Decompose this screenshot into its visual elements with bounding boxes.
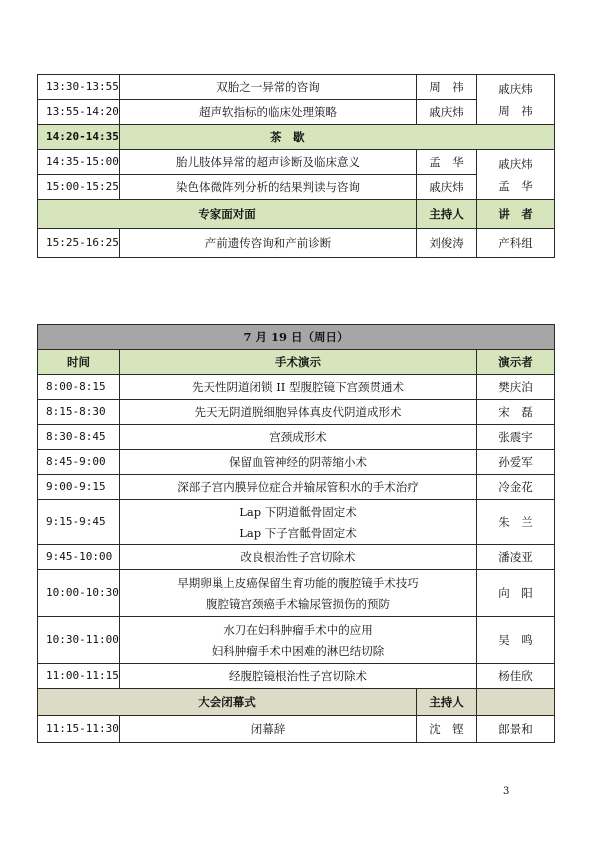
speaker-cell: 郎景和 (477, 716, 555, 743)
topic-cell: 深部子宫内膜异位症合并输尿管积水的手术治疗 (120, 475, 477, 500)
topic-cell: 闭幕辞 (120, 716, 417, 743)
closing-title: 大会闭幕式 (38, 689, 417, 716)
topic-cell: 经腹腔镜根治性子宫切除术 (120, 664, 477, 689)
host-name: 戚庆炜 (498, 81, 533, 96)
speaker-cell: 孟 华 (417, 150, 477, 175)
time-cell: 8:45-9:00 (38, 450, 120, 475)
panel-title: 专家面对面 (38, 200, 417, 229)
demo-cell: 吴 鸣 (477, 617, 555, 664)
time-cell: 10:30-11:00 (38, 617, 120, 664)
table-row (38, 475, 555, 500)
time-cell: 15:00-15:25 (38, 175, 120, 200)
time-cell: 13:30-13:55 (38, 75, 120, 100)
topic-cell: 宫颈成形术 (120, 425, 477, 450)
time-cell: 9:45-10:00 (38, 545, 120, 570)
topic-cell (120, 500, 477, 545)
host-name: 孟 华 (498, 178, 533, 193)
demo-cell: 潘凌亚 (477, 545, 555, 570)
table-row (38, 375, 555, 400)
break-label: 茶 歇 (120, 125, 555, 150)
table-row (38, 450, 555, 475)
time-cell: 14:35-15:00 (38, 150, 120, 175)
topic-cell: 改良根治性子宫切除术 (120, 545, 477, 570)
table-row (38, 617, 555, 664)
speaker-header: 讲 者 (477, 200, 555, 229)
topic-cell: 先天无阴道脱细胞异体真皮代阴道成形术 (120, 400, 477, 425)
break-row (38, 125, 555, 150)
demo-cell: 朱 兰 (477, 500, 555, 545)
time-header: 时间 (38, 350, 120, 375)
time-cell: 9:15-9:45 (38, 500, 120, 545)
demo-header: 演示者 (477, 350, 555, 375)
topic-line: 水刀在妇科肿瘤手术中的应用 (223, 622, 373, 637)
table-row (38, 400, 555, 425)
time-cell: 8:30-8:45 (38, 425, 120, 450)
empty-cell (477, 689, 555, 716)
table-row (38, 716, 555, 743)
topic-cell: 双胎之一异常的咨询 (120, 75, 417, 100)
time-cell: 14:20-14:35 (38, 125, 120, 150)
column-header-row (38, 350, 555, 375)
topic-cell: 超声软指标的临床处理策略 (120, 100, 417, 125)
time-cell: 11:00-11:15 (38, 664, 120, 689)
demo-cell: 张震宇 (477, 425, 555, 450)
time-cell: 8:15-8:30 (38, 400, 120, 425)
table-row (38, 229, 555, 258)
afternoon-schedule-table (37, 74, 555, 258)
time-cell: 11:15-11:30 (38, 716, 120, 743)
topic-line: Lap 下阴道骶骨固定术 (239, 504, 357, 519)
hosts-cell (477, 75, 555, 125)
topic-line: Lap 下子宫骶骨固定术 (239, 525, 357, 540)
host-header: 主持人 (417, 689, 477, 716)
date-title: 7 月 19 日（周日） (38, 325, 555, 350)
topic-cell: 胎儿肢体异常的超声诊断及临床意义 (120, 150, 417, 175)
demo-cell: 杨佳欣 (477, 664, 555, 689)
table-row (38, 545, 555, 570)
hosts-cell (477, 150, 555, 200)
host-name: 周 祎 (498, 103, 533, 118)
host-cell: 沈 铿 (417, 716, 477, 743)
topic-cell: 产前遗传咨询和产前诊断 (120, 229, 417, 258)
topic-cell: 染色体微阵列分析的结果判读与咨询 (120, 175, 417, 200)
time-cell: 13:55-14:20 (38, 100, 120, 125)
topic-line: 妇科肿瘤手术中困难的淋巴结切除 (211, 643, 385, 658)
table-row (38, 664, 555, 689)
topic-cell (120, 570, 477, 617)
closing-header-row (38, 689, 555, 716)
table-row (38, 75, 555, 100)
demo-cell: 孙爱军 (477, 450, 555, 475)
host-cell: 刘俊涛 (417, 229, 477, 258)
topic-cell: 保留血管神经的阴蒂缩小术 (120, 450, 477, 475)
host-name: 戚庆炜 (498, 156, 533, 171)
speaker-cell: 周 祎 (417, 75, 477, 100)
time-cell: 9:00-9:15 (38, 475, 120, 500)
demo-cell: 宋 磊 (477, 400, 555, 425)
host-header: 主持人 (417, 200, 477, 229)
speaker-cell: 戚庆炜 (417, 175, 477, 200)
date-header-row (38, 325, 555, 350)
time-cell: 10:00-10:30 (38, 570, 120, 617)
table-row (38, 150, 555, 175)
table-row (38, 425, 555, 450)
table-row (38, 570, 555, 617)
surgery-demo-table (37, 324, 555, 743)
demo-cell: 冷金花 (477, 475, 555, 500)
topic-line: 腹腔镜宫颈癌手术输尿管损伤的预防 (206, 596, 390, 611)
speaker-cell: 戚庆炜 (417, 100, 477, 125)
demo-cell: 樊庆泊 (477, 375, 555, 400)
time-cell: 8:00-8:15 (38, 375, 120, 400)
time-cell: 15:25-16:25 (38, 229, 120, 258)
topic-cell: 先天性阴道闭锁 II 型腹腔镜下宫颈贯通术 (120, 375, 477, 400)
demo-cell: 向 阳 (477, 570, 555, 617)
speaker-cell: 产科组 (477, 229, 555, 258)
table-row (38, 500, 555, 545)
page-number: 3 (503, 786, 510, 797)
panel-header-row (38, 200, 555, 229)
topic-cell (120, 617, 477, 664)
topic-line: 早期卵巢上皮癌保留生育功能的腹腔镜手术技巧 (177, 575, 419, 590)
topic-header: 手术演示 (120, 350, 477, 375)
